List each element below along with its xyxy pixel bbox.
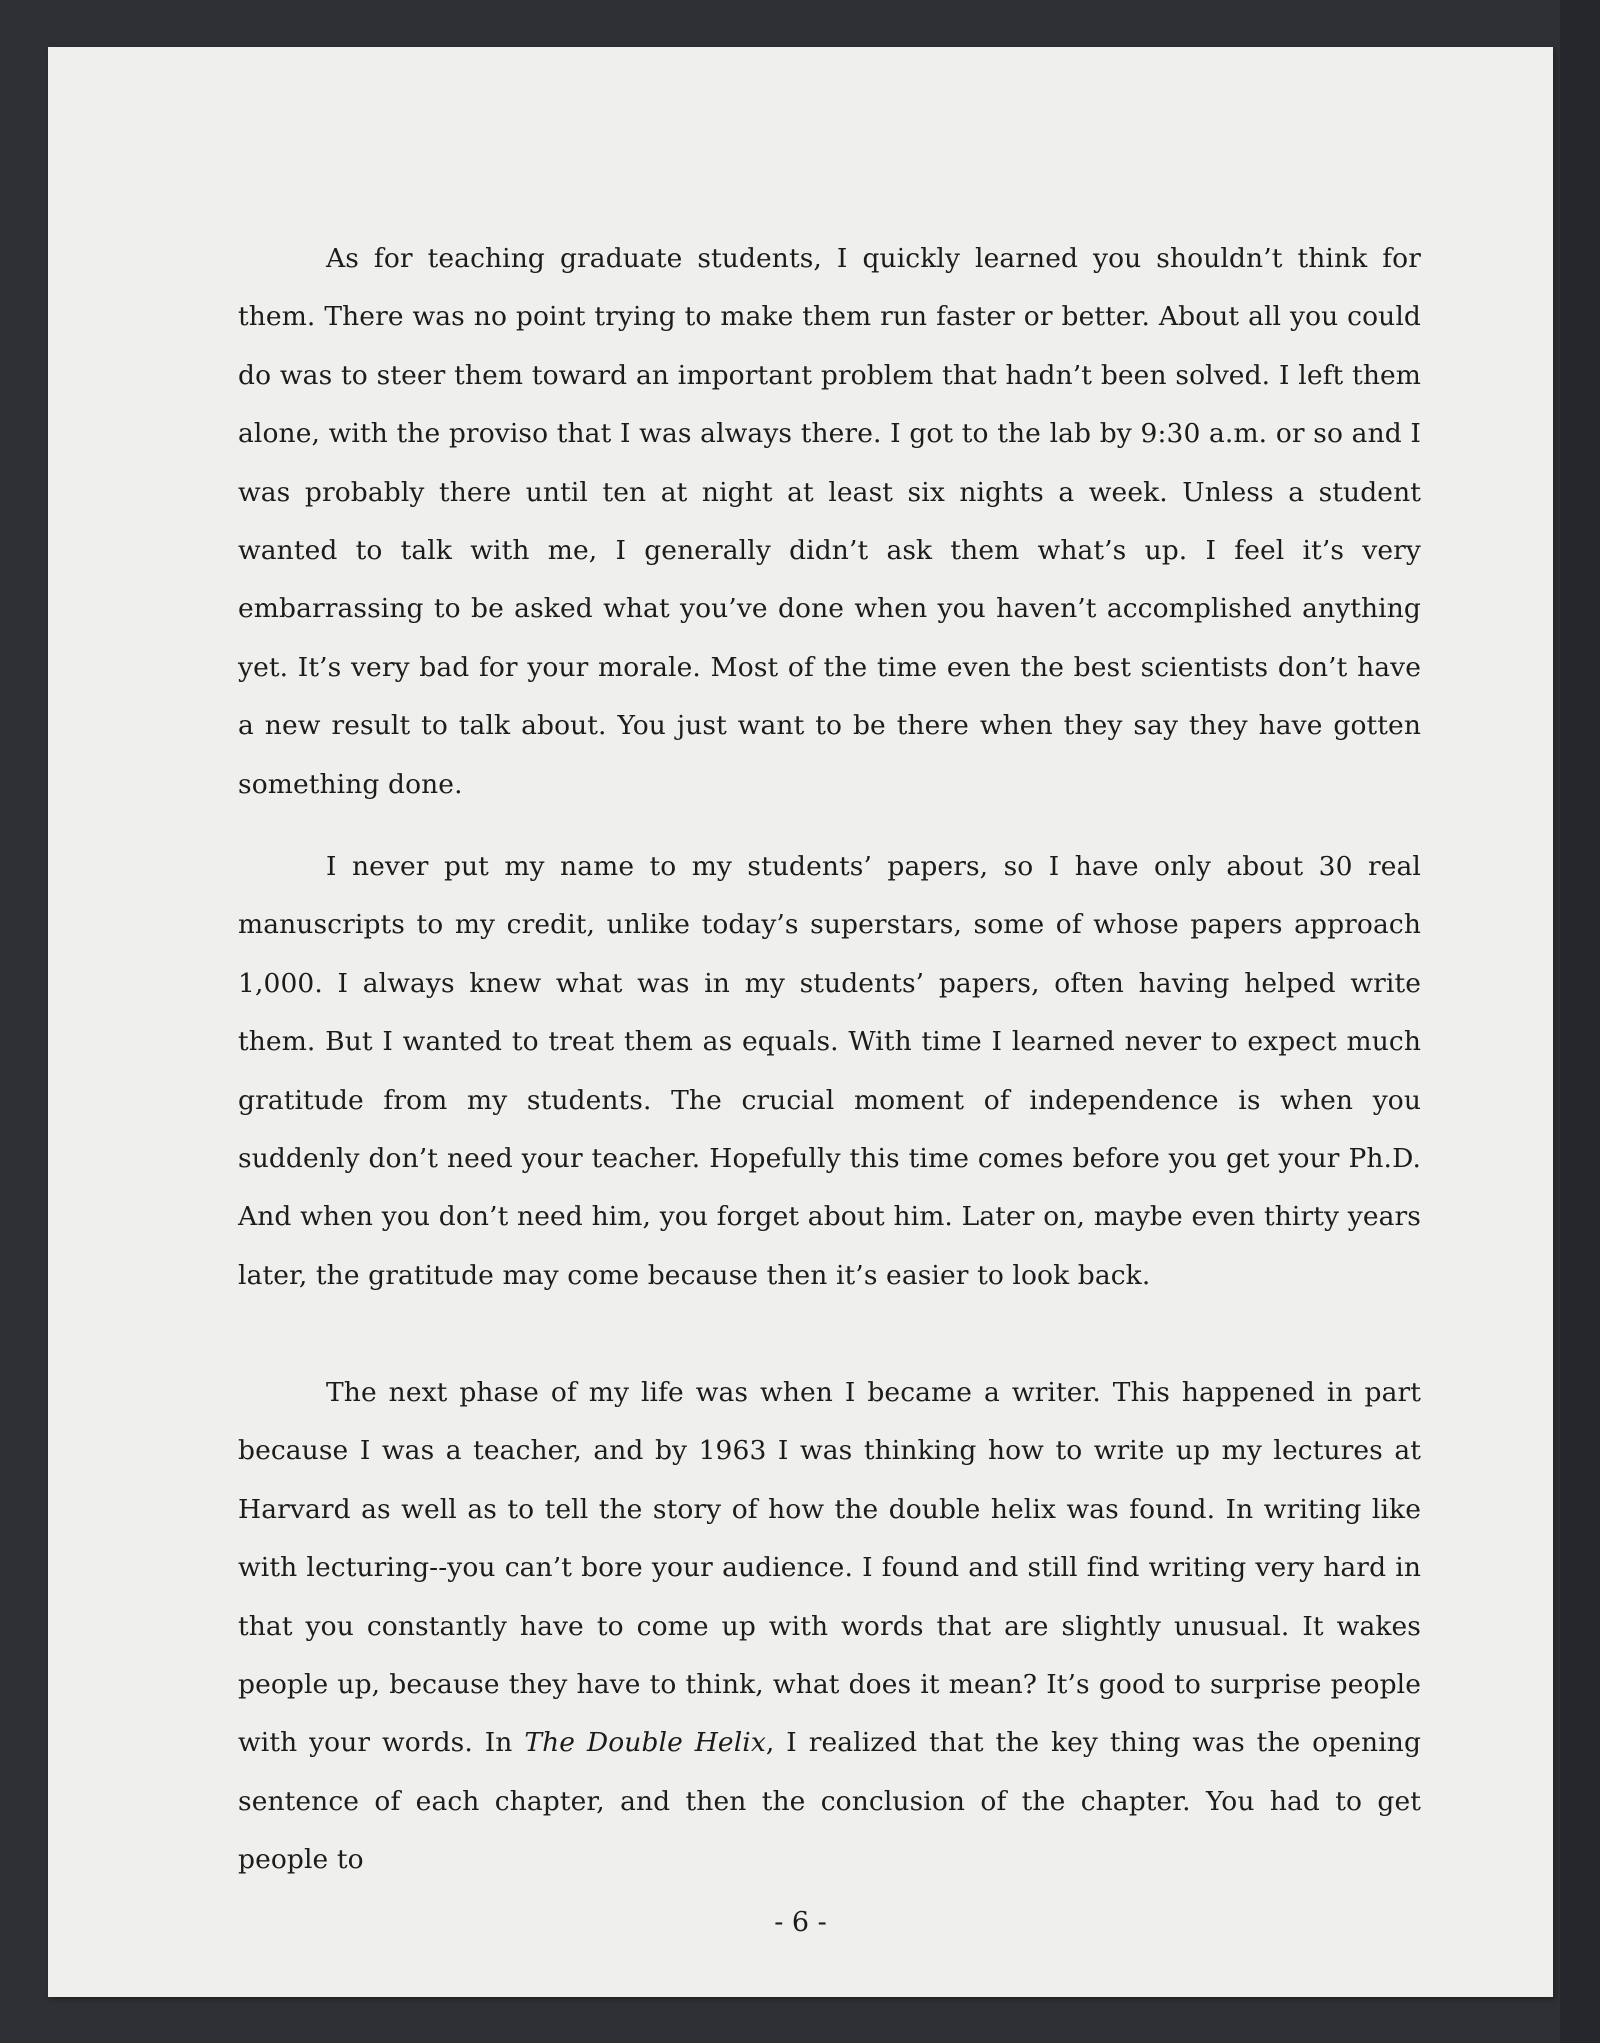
paragraph-text-before-title: The next phase of my life was when I became a writer. This happened in part because I was a teacher, and by 1963 I was thinking how to write up my lectures at Harvard as well as to tell the story of how the double helix was found. In writing like with lecturing--you can’t bore your audience. I found and still find writing very hard in that you constantly have to come up with words that are slightly unusual. It wakes people up, because they have to think, what does it mean? It’s good to surprise people with your words. In [238,1377,1421,1759]
paragraph-2 [238,838,1421,1305]
book-title: The Double Helix [524,1727,766,1759]
page-number: - 6 - [774,1907,827,1938]
paragraph-text: I never put my name to my students’ papers, so I have only about 30 real manuscripts to my credit, unlike today’s superstars, some of whose papers approach 1,000. I always knew what was in my students’ papers, often having helped write them. But I wanted to treat them as equals. With time I learned never to expect much gratitude from my students. The crucial moment of independence is when you suddenly don’t need your teacher. Hopefully this time comes before you get your Ph.D. And when you don’t need him, you forget about him. Later on, maybe even thirty years later, the gratitude may come because then it’s easier to look back. [238,851,1421,1291]
document-page [48,47,1553,1997]
paragraph-3 [238,1364,1421,1890]
scan-border [1560,0,1600,2043]
paragraph-text: As for teaching graduate students, I quickly learned you shouldn’t think for them. There was no point trying to make them run faster or better. About all you could do was to steer them toward an important problem that hadn’t been solved. I left them alone, with the proviso that I was always there. I got to the lab by 9:30 a.m. or so and I was probably there until ten at night at least six nights a week. Unless a student wanted to talk with me, I generally didn’t ask them what’s up. I feel it’s very embarrassing to be asked what you’ve done when you haven’t accomplished anything yet. It’s very bad for your morale. Most of the time even the best scientists don’t have a new result to talk about. You just want to be there when they say they have gotten something done. [238,243,1421,800]
paragraph-1 [238,230,1421,814]
paragraph-text [238,1364,1421,1890]
paragraph-text-after-title: , I realized that the key thing was the opening sentence of each chapter, and then the conclusion of the chapter. You had to get people to [238,1727,1422,1876]
